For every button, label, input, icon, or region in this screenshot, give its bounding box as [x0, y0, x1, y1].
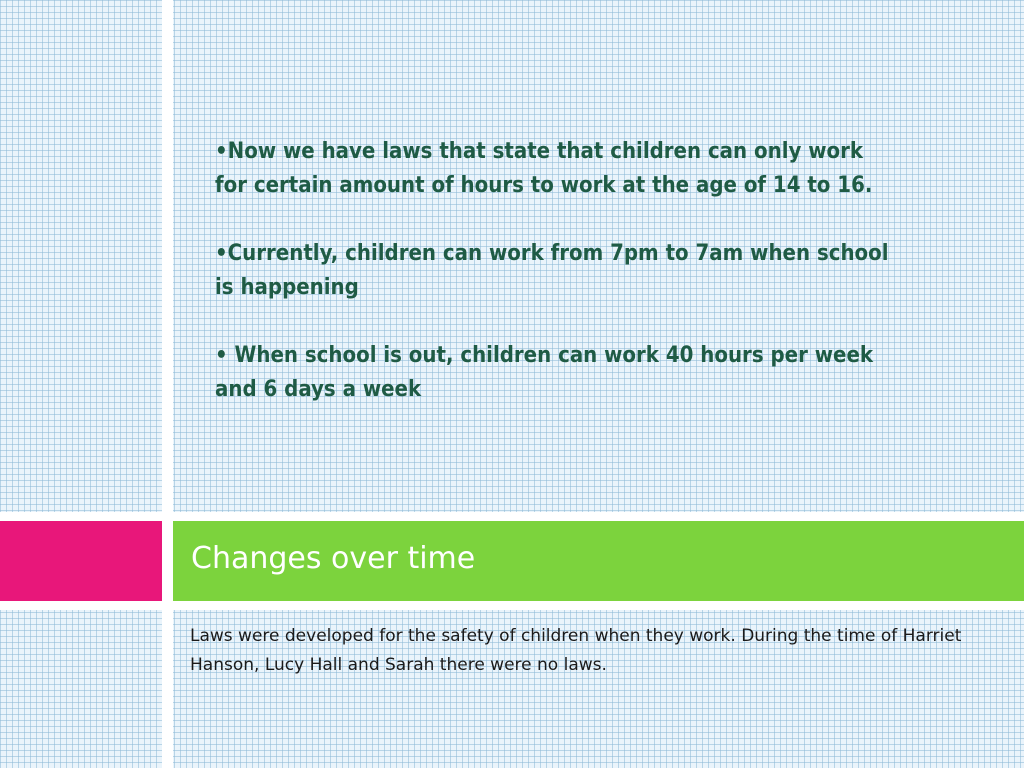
- slide-title: Changes over time: [191, 541, 476, 576]
- bullet-item: •Now we have laws that state that children can only work for certain amount of hours to work at the age of 14 to 16.: [215, 139, 873, 198]
- title-bar: [173, 521, 1024, 601]
- bullet-item: •Currently, children can work from 7pm to 7am when school is happening: [215, 241, 889, 300]
- bullet-item: • When school is out, children can work 40 hours per week and 6 days a week: [215, 343, 874, 402]
- vertical-divider: [162, 0, 173, 768]
- pink-accent-block: [0, 521, 162, 601]
- horizontal-divider-bottom: [0, 601, 1024, 610]
- horizontal-divider-top: [0, 512, 1024, 521]
- bullet-list: [215, 135, 895, 441]
- slide-subtitle: Laws were developed for the safety of children when they work. During the time of Harriet Hanson, Lucy Hall and Sarah there were no laws.: [190, 626, 962, 675]
